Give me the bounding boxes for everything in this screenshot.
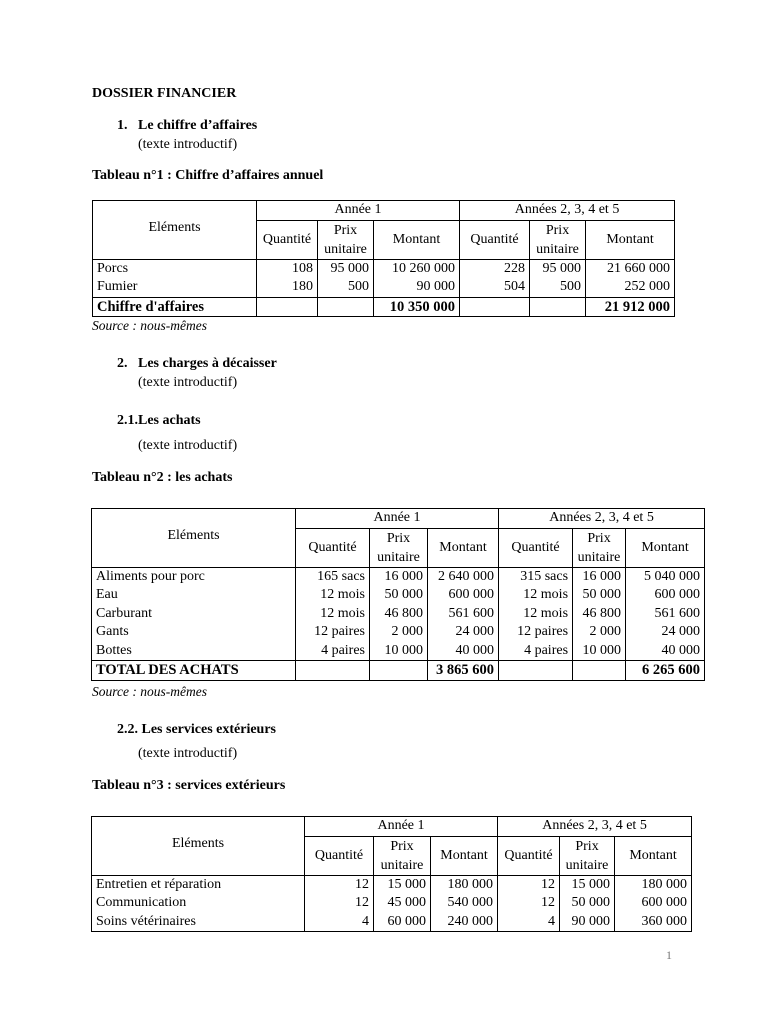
header-years-2-5: Années 2, 3, 4 et 5 bbox=[460, 201, 675, 221]
cell-quantity: 4 paires bbox=[296, 642, 370, 661]
header-amount: Montant bbox=[431, 836, 498, 875]
cell-amount: 24 000 bbox=[626, 623, 705, 642]
table-row bbox=[92, 623, 705, 642]
header-amount: Montant bbox=[428, 528, 499, 567]
table-row bbox=[92, 894, 692, 913]
cell-amount: 90 000 bbox=[374, 278, 460, 297]
cell-quantity: 12 mois bbox=[499, 605, 573, 624]
table-header-row bbox=[92, 509, 705, 529]
header-elements: Eléments bbox=[93, 201, 257, 260]
cell-unit-price: 50 000 bbox=[573, 586, 626, 605]
section-2-intro: (texte introductif) bbox=[138, 375, 238, 390]
total-amount-year-1: 10 350 000 bbox=[374, 297, 460, 317]
cell-quantity: 12 mois bbox=[296, 586, 370, 605]
cell-quantity: 108 bbox=[257, 259, 318, 278]
section-2-1-intro: (texte introductif) bbox=[138, 438, 238, 453]
cell-unit-price: 16 000 bbox=[370, 567, 428, 586]
cell-quantity: 12 bbox=[498, 875, 560, 894]
row-label: Porcs bbox=[93, 259, 257, 278]
cell-amount: 10 260 000 bbox=[374, 259, 460, 278]
header-elements: Eléments bbox=[92, 817, 305, 876]
table-row bbox=[93, 259, 675, 278]
row-label: Carburant bbox=[92, 605, 296, 624]
cell-unit-price: 2 000 bbox=[573, 623, 626, 642]
cell-amount: 180 000 bbox=[615, 875, 692, 894]
document-title: DOSSIER FINANCIER bbox=[92, 86, 237, 101]
section-2-2-title: 2.2. Les services extérieurs bbox=[117, 722, 276, 737]
total-amount-years-2-5: 6 265 600 bbox=[626, 661, 705, 681]
header-quantity: Quantité bbox=[296, 528, 370, 567]
table-row bbox=[92, 567, 705, 586]
header-quantity: Quantité bbox=[498, 836, 560, 875]
total-amount-year-1: 3 865 600 bbox=[428, 661, 499, 681]
header-quantity: Quantité bbox=[499, 528, 573, 567]
table-row bbox=[93, 278, 675, 297]
cell-quantity: 165 sacs bbox=[296, 567, 370, 586]
cell-unit-price: 2 000 bbox=[370, 623, 428, 642]
table-1-caption: Tableau n°1 : Chiffre d’affaires annuel bbox=[92, 168, 324, 183]
cell-amount: 600 000 bbox=[615, 894, 692, 913]
section-2-title: Les charges à décaisser bbox=[138, 356, 277, 371]
cell-quantity: 12 bbox=[305, 875, 374, 894]
row-label: Communication bbox=[92, 894, 305, 913]
cell-amount: 600 000 bbox=[626, 586, 705, 605]
header-elements: Eléments bbox=[92, 509, 296, 568]
table-row bbox=[92, 586, 705, 605]
row-label: Entretien et réparation bbox=[92, 875, 305, 894]
table-1 bbox=[92, 200, 675, 317]
cell-quantity: 12 bbox=[498, 894, 560, 913]
cell-unit-price: 45 000 bbox=[374, 894, 431, 913]
section-2-number: 2. bbox=[117, 356, 128, 371]
table-row bbox=[92, 875, 692, 894]
cell-quantity: 315 sacs bbox=[499, 567, 573, 586]
row-label: Soins vétérinaires bbox=[92, 913, 305, 932]
cell-amount: 600 000 bbox=[428, 586, 499, 605]
table-row bbox=[92, 913, 692, 932]
table-total-row bbox=[93, 297, 675, 317]
cell-amount: 252 000 bbox=[586, 278, 675, 297]
table-header-row bbox=[93, 201, 675, 221]
row-label: Aliments pour porc bbox=[92, 567, 296, 586]
header-amount: Montant bbox=[615, 836, 692, 875]
cell-unit-price: 10 000 bbox=[370, 642, 428, 661]
section-2-2-intro: (texte introductif) bbox=[138, 746, 238, 761]
header-quantity: Quantité bbox=[305, 836, 374, 875]
cell-unit-price: 60 000 bbox=[374, 913, 431, 932]
header-year-1: Année 1 bbox=[257, 201, 460, 221]
cell-quantity: 12 mois bbox=[296, 605, 370, 624]
header-amount: Montant bbox=[374, 220, 460, 259]
cell-quantity: 12 mois bbox=[499, 586, 573, 605]
row-label: Gants bbox=[92, 623, 296, 642]
cell-amount: 561 600 bbox=[428, 605, 499, 624]
header-unit-price: Prix unitaire bbox=[530, 220, 586, 259]
cell-unit-price: 10 000 bbox=[573, 642, 626, 661]
table-1-source: Source : nous-mêmes bbox=[92, 318, 207, 333]
cell-unit-price: 90 000 bbox=[560, 913, 615, 932]
cell-unit-price: 500 bbox=[530, 278, 586, 297]
header-unit-price: Prix unitaire bbox=[573, 528, 626, 567]
total-label: Chiffre d'affaires bbox=[93, 297, 257, 317]
section-1-intro: (texte introductif) bbox=[138, 137, 238, 152]
cell-unit-price: 95 000 bbox=[318, 259, 374, 278]
cell-unit-price: 46 800 bbox=[573, 605, 626, 624]
header-quantity: Quantité bbox=[257, 220, 318, 259]
row-label: Bottes bbox=[92, 642, 296, 661]
cell-quantity: 504 bbox=[460, 278, 530, 297]
page-number: 1 bbox=[666, 948, 672, 962]
section-2-1-title: 2.1.Les achats bbox=[117, 413, 201, 428]
total-label: TOTAL DES ACHATS bbox=[92, 661, 296, 681]
cell-amount: 5 040 000 bbox=[626, 567, 705, 586]
table-2-source: Source : nous-mêmes bbox=[92, 684, 207, 699]
cell-amount: 561 600 bbox=[626, 605, 705, 624]
header-quantity: Quantité bbox=[460, 220, 530, 259]
cell-quantity: 4 bbox=[498, 913, 560, 932]
total-amount-years-2-5: 21 912 000 bbox=[586, 297, 675, 317]
cell-unit-price: 50 000 bbox=[370, 586, 428, 605]
header-years-2-5: Années 2, 3, 4 et 5 bbox=[498, 817, 692, 837]
cell-amount: 24 000 bbox=[428, 623, 499, 642]
table-2-caption: Tableau n°2 : les achats bbox=[92, 470, 233, 485]
header-amount: Montant bbox=[586, 220, 675, 259]
cell-quantity: 4 paires bbox=[499, 642, 573, 661]
table-2 bbox=[91, 508, 705, 681]
cell-amount: 240 000 bbox=[431, 913, 498, 932]
cell-quantity: 180 bbox=[257, 278, 318, 297]
table-header-row bbox=[92, 817, 692, 837]
cell-amount: 21 660 000 bbox=[586, 259, 675, 278]
cell-unit-price: 95 000 bbox=[530, 259, 586, 278]
section-1-number: 1. bbox=[117, 118, 128, 133]
cell-quantity: 4 bbox=[305, 913, 374, 932]
header-year-1: Année 1 bbox=[305, 817, 498, 837]
cell-unit-price: 15 000 bbox=[560, 875, 615, 894]
cell-unit-price: 16 000 bbox=[573, 567, 626, 586]
section-1-title: Le chiffre d’affaires bbox=[138, 118, 258, 133]
cell-quantity: 228 bbox=[460, 259, 530, 278]
table-3 bbox=[91, 816, 692, 932]
header-unit-price: Prix unitaire bbox=[374, 836, 431, 875]
table-row bbox=[92, 605, 705, 624]
header-unit-price: Prix unitaire bbox=[370, 528, 428, 567]
cell-quantity: 12 paires bbox=[499, 623, 573, 642]
cell-amount: 180 000 bbox=[431, 875, 498, 894]
cell-amount: 40 000 bbox=[626, 642, 705, 661]
cell-amount: 360 000 bbox=[615, 913, 692, 932]
header-amount: Montant bbox=[626, 528, 705, 567]
cell-unit-price: 15 000 bbox=[374, 875, 431, 894]
table-row bbox=[92, 642, 705, 661]
header-year-1: Année 1 bbox=[296, 509, 499, 529]
header-unit-price: Prix unitaire bbox=[318, 220, 374, 259]
cell-amount: 2 640 000 bbox=[428, 567, 499, 586]
table-3-caption: Tableau n°3 : services extérieurs bbox=[92, 778, 286, 793]
cell-quantity: 12 bbox=[305, 894, 374, 913]
table-total-row bbox=[92, 661, 705, 681]
cell-amount: 40 000 bbox=[428, 642, 499, 661]
cell-unit-price: 46 800 bbox=[370, 605, 428, 624]
cell-unit-price: 500 bbox=[318, 278, 374, 297]
header-years-2-5: Années 2, 3, 4 et 5 bbox=[499, 509, 705, 529]
row-label: Eau bbox=[92, 586, 296, 605]
cell-quantity: 12 paires bbox=[296, 623, 370, 642]
cell-amount: 540 000 bbox=[431, 894, 498, 913]
header-unit-price: Prix unitaire bbox=[560, 836, 615, 875]
cell-unit-price: 50 000 bbox=[560, 894, 615, 913]
row-label: Fumier bbox=[93, 278, 257, 297]
